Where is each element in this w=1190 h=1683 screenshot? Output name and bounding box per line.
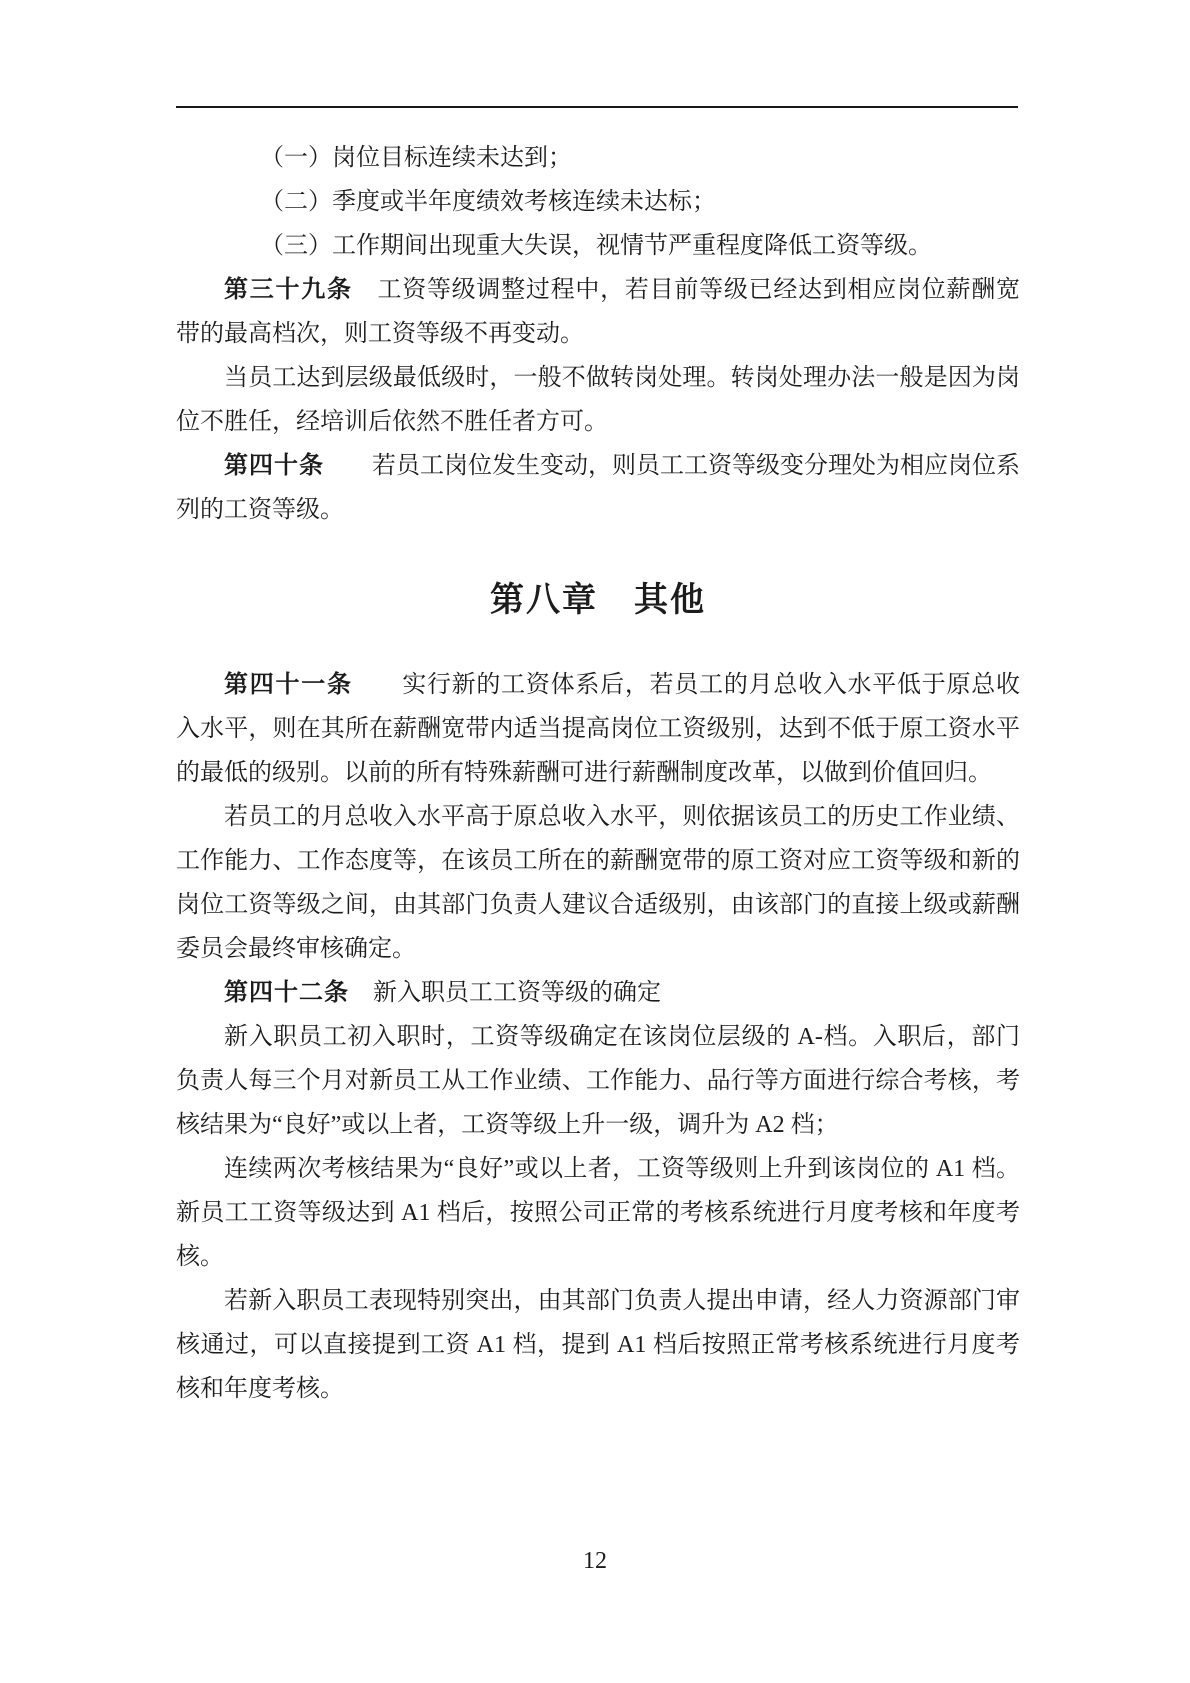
article-label: 第三十九条: [224, 276, 353, 303]
body-paragraph: 若新入职员工表现特别突出，由其部门负责人提出申请，经人力资源部门审核通过，可以直接提到工资 A1 档，提到 A1 档后按照正常考核系统进行月度考核和年度考核。: [176, 1288, 1020, 1402]
article-paragraph: [176, 444, 1020, 532]
article-text: 新入职员工工资等级的确定: [349, 980, 661, 1006]
body-paragraph: 若员工的月总收入水平高于原总收入水平，则依据该员工的历史工作业绩、工作能力、工作态度等，在该员工所在的薪酬宽带的原工资对应工资等级和新的岗位工资等级之间，由其部门负责人建议合适级别，由该部门的直接上级或薪酬委员会最终审核确定。: [176, 804, 1020, 962]
page-number: 12: [583, 1548, 607, 1574]
body-paragraph: 连续两次考核结果为“良好”或以上者，工资等级则上升到该岗位的 A1 档。新员工工资等级达到 A1 档后，按照公司正常的考核系统进行月度考核和年度考核。: [176, 1156, 1020, 1270]
article-text: 工资等级调整过程中，若目前等级已经达到相应岗位薪酬宽带的最高档次，则工资等级不再变动。: [176, 277, 1021, 347]
chapter-heading: 第八章 其他: [490, 581, 706, 619]
article-paragraph: [176, 663, 1020, 795]
article-text: 若员工岗位发生变动，则员工工资等级变分理处为相应岗位系列的工资等级。: [176, 453, 1020, 523]
body-paragraph: 新入职员工初入职时，工资等级确定在该岗位层级的 A-档。入职后，部门负责人每三个月对新员工从工作业绩、工作能力、品行等方面进行综合考核，考核结果为“良好”或以上者，工资等级上升一级，调升为 A2 档；: [176, 1024, 1020, 1138]
article-label: 第四十一条: [224, 671, 353, 698]
article-paragraph: [176, 971, 1020, 1015]
body-paragraph: 当员工达到层级最低级时，一般不做转岗处理。转岗处理办法一般是因为岗位不胜任，经培训后依然不胜任者方可。: [176, 365, 1020, 435]
document-content: [176, 136, 1020, 1411]
list-item: （一）岗位目标连续未达到；: [260, 145, 572, 171]
article-label: 第四十二条: [224, 979, 349, 1006]
article-paragraph: [176, 268, 1020, 356]
list-item: （二）季度或半年度绩效考核连续未达标；: [260, 189, 716, 215]
article-label: 第四十条: [224, 452, 324, 479]
list-item: （三）工作期间出现重大失误，视情节严重程度降低工资等级。: [260, 233, 932, 259]
header-rule: [176, 106, 1018, 108]
article-text: 实行新的工资体系后，若员工的月总收入水平低于原总收入水平，则在其所在薪酬宽带内适当提高岗位工资级别，达到不低于原工资水平的最低的级别。以前的所有特殊薪酬可进行薪酬制度改革，以做到价值回归。: [176, 672, 1021, 786]
